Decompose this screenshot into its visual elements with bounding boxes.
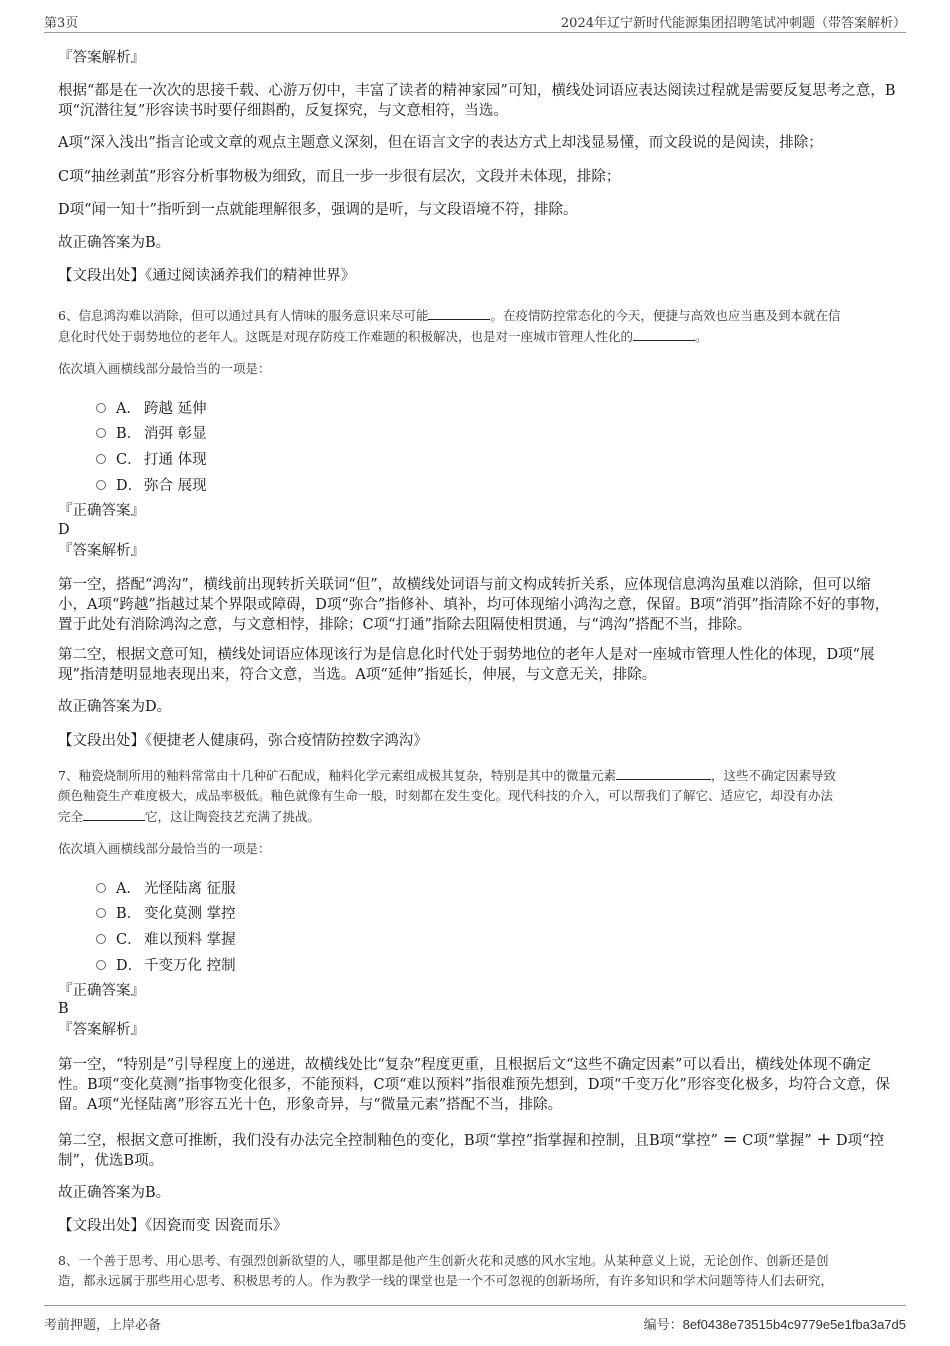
- analysis-paragraph: 根据“都是在一次次的思接千载、心游万仞中，丰富了读者的精神家园”可知，横线处词语应表达阅读过程就是需要反复思考之意，B项“沉潜往复”形容读书时要仔细斟酌，反复探究，与文意相符，当选。: [58, 83, 896, 119]
- document-code: 编号：8ef0438e73515b4c9779e5e1fba3a7d5: [643, 1317, 906, 1333]
- option-b[interactable]: B． 变化莫测 掌控: [96, 902, 236, 922]
- option-d[interactable]: D． 弥合 展现: [96, 474, 207, 494]
- page-header: [44, 10, 906, 33]
- option-a[interactable]: A． 光怪陆离 征服: [96, 877, 236, 897]
- document-title: 2024年辽宁新时代能源集团招聘笔试冲刺题（带答案解析）: [560, 16, 906, 31]
- radio-icon[interactable]: [96, 883, 106, 893]
- option-c[interactable]: C． 难以预料 掌握: [96, 928, 236, 948]
- radio-icon[interactable]: [96, 428, 106, 438]
- question-stem: 6、信息鸿沟难以消除，但可以通过具有人情味的服务意识来尽可能 。在疫情防控常态化的今天，便捷与高效也应当惠及到本就在信 息化时代处于弱势地位的老年人。这既是对现存防疫工作难题的积极解决，也是对一座城市管理人性化的 。: [58, 305, 896, 347]
- analysis-heading: 『答案解析』: [58, 1022, 145, 1038]
- footer-slogan: 考前押题，上岸必备: [44, 1318, 162, 1333]
- answer-heading: 『正确答案』: [58, 983, 145, 999]
- fill-blank: [83, 806, 145, 821]
- conclusion: 故正确答案为B。: [58, 235, 171, 251]
- page-number: 第3页: [44, 16, 79, 31]
- radio-icon[interactable]: [96, 480, 106, 490]
- fill-blank: [633, 326, 695, 341]
- conclusion: 故正确答案为D。: [58, 699, 172, 715]
- answer-heading: 『正确答案』: [58, 503, 145, 519]
- analysis-paragraph: D项“闻一知十”指听到一点就能理解很多，强调的是听，与文段语境不符，排除。: [58, 202, 578, 218]
- fill-blank: [616, 765, 711, 780]
- question-prompt: 依次填入画横线部分最恰当的一项是：: [58, 841, 271, 856]
- option-c[interactable]: C． 打通 体现: [96, 448, 207, 468]
- fill-blank: [428, 305, 490, 320]
- analysis-paragraph: 第一空，“特别是”引导程度上的递进，故横线处比“复杂”程度更重，且根据后文“这些不确定因素”可以看出，横线处体现不确定性。B项“变化莫测”指事物变化很多，不能预料，C项“难以预料”指很难预先想到，D项“千变万化”形容变化极多，均符合文意，保留。A项“光怪陆离”形容五光十色，形象奇异，与“微量元素”搭配不当，排除。: [58, 1057, 890, 1113]
- question-stem: 8、一个善于思考、用心思考、有强烈创新欲望的人，哪里都是他产生创新火花和灵感的风水宝地。从某种意义上说，无论创作、创新还是创 造，都永远属于那些用心思考、积极思考的人。作为教学一线的课堂也是一个不可忽视的创新场所，有许多知识和学术问题等待人们去研究，: [58, 1253, 834, 1288]
- conclusion: 故正确答案为B。: [58, 1185, 171, 1201]
- radio-icon[interactable]: [96, 960, 106, 970]
- radio-icon[interactable]: [96, 934, 106, 944]
- option-d[interactable]: D． 千变万化 控制: [96, 954, 236, 974]
- source-citation: 【文段出处】《通过阅读涵养我们的精神世界》: [58, 268, 356, 284]
- page-footer: [44, 1305, 906, 1346]
- analysis-paragraph: 第一空，搭配“鸿沟”，横线前出现转折关联词“但”，故横线处词语与前文构成转折关系，应体现信息鸿沟虽难以消除，但可以缩小，A项“跨越”指越过某个界限或障碍，D项“弥合”指修补、填补，均可体现缩小鸿沟之意，保留。B项“消弭”指清除不好的事物，置于此处有消除鸿沟之意，与文意相悖，排除；C项“打通”指除去阻隔使相贯通，与“鸿沟”搭配不当，排除。: [58, 577, 890, 633]
- radio-icon[interactable]: [96, 454, 106, 464]
- analysis-paragraph: 第二空，根据文意可知，横线处词语应体现该行为是信息化时代处于弱势地位的老年人是对一座城市管理人性化的体现，D项“展现”指清楚明显地表现出来，符合文意，当选。A项“延伸”指延长，伸展，与文意无关，排除。: [58, 647, 875, 683]
- answer-value: D: [58, 522, 70, 538]
- option-a[interactable]: A． 跨越 延伸: [96, 397, 207, 417]
- analysis-paragraph: 第二空，根据文意可推断，我们没有办法完全控制釉色的变化，B项“掌控”指掌握和控制，且B项“掌控” = C项“掌握” + D项“控制”，优选B项。: [58, 1129, 885, 1169]
- radio-icon[interactable]: [96, 403, 106, 413]
- analysis-heading: 『答案解析』: [58, 543, 145, 559]
- radio-icon[interactable]: [96, 908, 106, 918]
- source-citation: 【文段出处】《因瓷而变 因瓷而乐》: [58, 1218, 288, 1234]
- question-prompt: 依次填入画横线部分最恰当的一项是：: [58, 361, 271, 376]
- source-citation: 【文段出处】《便捷老人健康码，弥合疫情防控数字鸿沟》: [58, 733, 428, 749]
- question-stem: 7、釉瓷烧制所用的釉料常常由十几种矿石配成，釉料化学元素组成极其复杂，特别是其中的微量元素 ，这些不确定因素导致 颜色釉瓷生产难度极大，成品率极低。釉色就像有生命一般，时刻都在发生变化。现代科技的介入，可以帮我们了解它、适应它，却没有办法 完全 它，这让陶瓷技艺充满了挑战。: [58, 765, 896, 827]
- analysis-heading: 『答案解析』: [58, 50, 145, 66]
- analysis-paragraph: A项“深入浅出”指言论或文章的观点主题意义深刻，但在语言文字的表达方式上却浅显易懂，而文段说的是阅读，排除；: [58, 135, 823, 151]
- analysis-paragraph: C项“抽丝剥茧”形容分析事物极为细致，而且一步一步很有层次，文段并未体现，排除；: [58, 169, 621, 185]
- answer-value: B: [58, 1001, 69, 1017]
- option-b[interactable]: B． 消弭 彰显: [96, 422, 207, 442]
